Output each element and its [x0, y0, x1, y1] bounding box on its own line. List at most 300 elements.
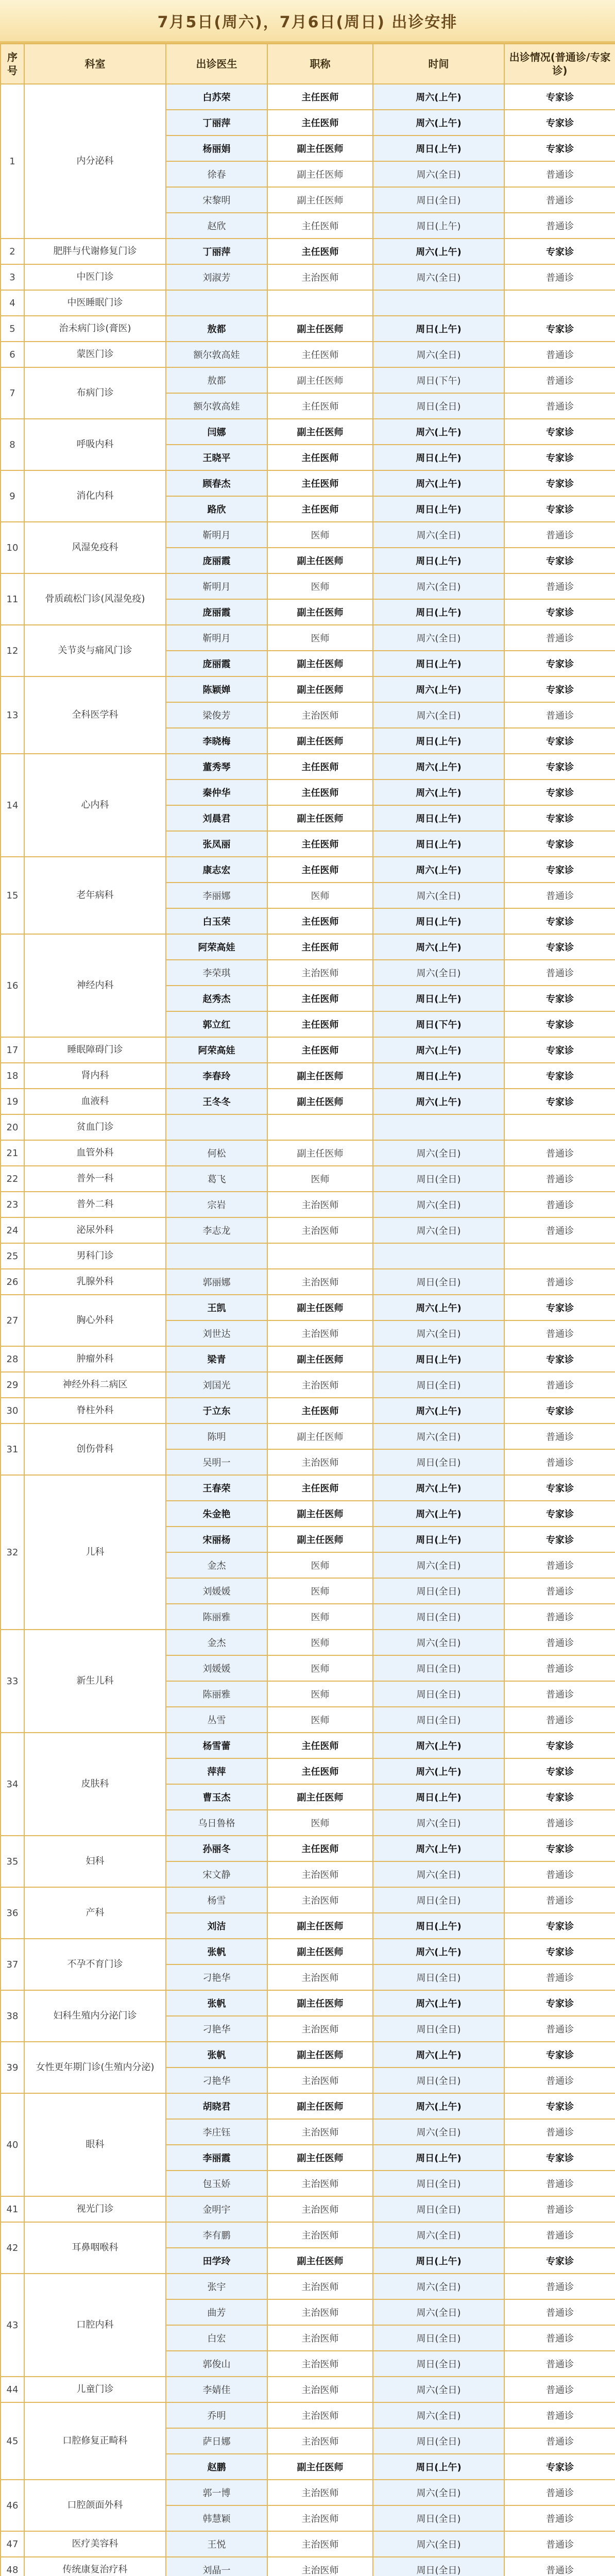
doctor-name: 刁艳华: [166, 1964, 267, 1990]
row-number: 10: [1, 522, 24, 573]
clinic-time: 周日(全日): [373, 1655, 504, 1681]
clinic-type: 普通诊: [504, 1269, 615, 1295]
row-number: 12: [1, 625, 24, 676]
clinic-type: 普通诊: [504, 1552, 615, 1578]
department-name: 呼吸内科: [24, 419, 166, 470]
doctor-title: 医师: [267, 625, 373, 651]
department-name: 不孕不育门诊: [24, 1939, 166, 1990]
doctor-title: 副主任医师: [267, 1501, 373, 1527]
doctor-name: 王冬冬: [166, 1089, 267, 1114]
clinic-time: 周六(上午): [373, 2042, 504, 2067]
clinic-time: 周日(全日): [373, 2428, 504, 2454]
header-time: 时间: [373, 44, 504, 84]
row-number: 22: [1, 1166, 24, 1192]
clinic-time: 周日(全日): [373, 1681, 504, 1707]
doctor-name: 李丽娜: [166, 883, 267, 908]
table-row: [1, 1243, 615, 1269]
clinic-time: 周六(全日): [373, 342, 504, 367]
doctor-name: 徐春: [166, 161, 267, 187]
doctor-name: 额尔敦高娃: [166, 393, 267, 419]
doctor-name: 曹玉杰: [166, 1784, 267, 1810]
doctor-name: 敖都: [166, 316, 267, 342]
clinic-time: [373, 1114, 504, 1140]
clinic-type: 专家诊: [504, 831, 615, 857]
table-row: [1, 857, 615, 883]
clinic-time: 周六(全日): [373, 1861, 504, 1887]
clinic-type: 普通诊: [504, 573, 615, 599]
doctor-name: 李晓梅: [166, 728, 267, 754]
doctor-title: 主任医师: [267, 934, 373, 960]
clinic-type: 专家诊: [504, 1011, 615, 1037]
header-type: 出诊情况(普通诊/专家诊): [504, 44, 615, 84]
clinic-type: 普通诊: [504, 1192, 615, 1217]
clinic-type: 专家诊: [504, 857, 615, 883]
table-row: [1, 2480, 615, 2505]
clinic-time: [373, 290, 504, 316]
row-number: 13: [1, 676, 24, 754]
schedule-table-body: [1, 84, 615, 2576]
clinic-type: 专家诊: [504, 2145, 615, 2171]
doctor-name: 李荣琪: [166, 960, 267, 986]
clinic-type: 专家诊: [504, 754, 615, 779]
clinic-time: 周六(全日): [373, 522, 504, 548]
table-row: [1, 1114, 615, 1140]
clinic-time: 周日(上午): [373, 1063, 504, 1089]
clinic-type: 普通诊: [504, 883, 615, 908]
clinic-time: 周日(全日): [373, 2325, 504, 2351]
doctor-title: 副主任医师: [267, 1346, 373, 1372]
clinic-type: 专家诊: [504, 1990, 615, 2016]
clinic-time: 周六(全日): [373, 1192, 504, 1217]
table-row: [1, 2196, 615, 2222]
doctor-name: 靳明月: [166, 573, 267, 599]
clinic-type: 专家诊: [504, 316, 615, 342]
row-number: 40: [1, 2093, 24, 2196]
clinic-type: 普通诊: [504, 2325, 615, 2351]
department-name: 普外一科: [24, 1166, 166, 1192]
clinic-type: 专家诊: [504, 1733, 615, 1758]
department-name: 胸心外科: [24, 1295, 166, 1346]
clinic-type: 普通诊: [504, 2377, 615, 2402]
doctor-name: 萨日娜: [166, 2428, 267, 2454]
clinic-type: 专家诊: [504, 1527, 615, 1552]
row-number: 3: [1, 264, 24, 290]
clinic-time: 周六(上午): [373, 470, 504, 496]
clinic-type: 普通诊: [504, 2196, 615, 2222]
table-row: [1, 367, 615, 393]
row-number: 48: [1, 2557, 24, 2576]
department-name: 中医门诊: [24, 264, 166, 290]
clinic-type: 专家诊: [504, 805, 615, 831]
doctor-name: 阿荣高娃: [166, 1037, 267, 1063]
row-number: 7: [1, 367, 24, 419]
doctor-title: 主治医师: [267, 2196, 373, 2222]
doctor-name: 吴明一: [166, 1449, 267, 1475]
table-row: [1, 316, 615, 342]
doctor-title: 副主任医师: [267, 367, 373, 393]
table-row: [1, 573, 615, 599]
clinic-type: 普通诊: [504, 702, 615, 728]
row-number: 43: [1, 2274, 24, 2377]
doctor-name: 杨雪蕾: [166, 1733, 267, 1758]
clinic-time: 周六(全日): [373, 2480, 504, 2505]
clinic-type: 普通诊: [504, 1604, 615, 1630]
clinic-time: 周日(全日): [373, 187, 504, 213]
doctor-name: 靳明月: [166, 522, 267, 548]
department-name: 关节炎与痛风门诊: [24, 625, 166, 676]
doctor-title: 副主任医师: [267, 676, 373, 702]
doctor-name: 朱金艳: [166, 1501, 267, 1527]
doctor-name: [166, 290, 267, 316]
department-name: 创伤骨科: [24, 1423, 166, 1475]
row-number: 36: [1, 1887, 24, 1939]
doctor-name: 额尔敦高娃: [166, 342, 267, 367]
clinic-time: 周六(全日): [373, 1423, 504, 1449]
doctor-name: 宋黎明: [166, 187, 267, 213]
table-row: [1, 1630, 615, 1655]
department-name: 乳腺外科: [24, 1269, 166, 1295]
clinic-time: 周六(上午): [373, 1089, 504, 1114]
row-number: 30: [1, 1398, 24, 1423]
doctor-name: 庞丽霞: [166, 548, 267, 573]
doctor-name: 刘世达: [166, 1320, 267, 1346]
header-no: 序号: [1, 44, 24, 84]
clinic-time: 周六(全日): [373, 1217, 504, 1243]
department-name: 肾内科: [24, 1063, 166, 1089]
clinic-type: 专家诊: [504, 445, 615, 470]
doctor-title: 主任医师: [267, 1758, 373, 1784]
clinic-type: 普通诊: [504, 2480, 615, 2505]
clinic-time: 周日(全日): [373, 1604, 504, 1630]
doctor-name: 张宇: [166, 2274, 267, 2299]
clinic-type: 普通诊: [504, 2402, 615, 2428]
clinic-type: 普通诊: [504, 2222, 615, 2248]
clinic-time: 周日(全日): [373, 2505, 504, 2531]
doctor-name: 赵鹏: [166, 2454, 267, 2480]
clinic-type: 普通诊: [504, 1320, 615, 1346]
doctor-name: 包玉娇: [166, 2171, 267, 2196]
header-title: 职称: [267, 44, 373, 84]
doctor-title: 医师: [267, 573, 373, 599]
doctor-name: 陈颖婵: [166, 676, 267, 702]
row-number: 32: [1, 1475, 24, 1630]
department-name: 贫血门诊: [24, 1114, 166, 1140]
clinic-type: 普通诊: [504, 161, 615, 187]
clinic-type: 专家诊: [504, 1758, 615, 1784]
department-name: 肥胖与代谢修复门诊: [24, 239, 166, 264]
clinic-type: 专家诊: [504, 599, 615, 625]
clinic-type: [504, 290, 615, 316]
clinic-time: 周日(全日): [373, 2016, 504, 2042]
doctor-name: 乔明: [166, 2402, 267, 2428]
doctor-name: 靳明月: [166, 625, 267, 651]
clinic-time: 周日(上午): [373, 1527, 504, 1552]
clinic-type: 普通诊: [504, 1964, 615, 1990]
doctor-title: 副主任医师: [267, 1423, 373, 1449]
table-row: [1, 1733, 615, 1758]
clinic-time: 周六(上午): [373, 779, 504, 805]
department-name: 全科医学科: [24, 676, 166, 754]
doctor-title: 主任医师: [267, 986, 373, 1011]
doctor-title: 主治医师: [267, 2222, 373, 2248]
department-name: 口腔内科: [24, 2274, 166, 2377]
doctor-title: 副主任医师: [267, 2248, 373, 2274]
doctor-title: 副主任医师: [267, 2042, 373, 2067]
clinic-type: 普通诊: [504, 1423, 615, 1449]
clinic-time: 周六(全日): [373, 1630, 504, 1655]
doctor-name: 张帆: [166, 2042, 267, 2067]
clinic-time: 周日(上午): [373, 908, 504, 934]
table-row: [1, 419, 615, 445]
clinic-type: 专家诊: [504, 934, 615, 960]
clinic-time: 周日(上午): [373, 1784, 504, 1810]
clinic-type: 专家诊: [504, 1939, 615, 1964]
department-name: 口腔颌面外科: [24, 2480, 166, 2531]
clinic-time: 周六(上午): [373, 1733, 504, 1758]
department-name: 医疗美容科: [24, 2531, 166, 2557]
doctor-title: 医师: [267, 1655, 373, 1681]
clinic-time: 周六(上午): [373, 857, 504, 883]
department-name: 中医睡眠门诊: [24, 290, 166, 316]
department-name: 儿科: [24, 1475, 166, 1630]
table-row: [1, 2274, 615, 2299]
clinic-time: 周六(全日): [373, 1140, 504, 1166]
clinic-type: 普通诊: [504, 187, 615, 213]
row-number: 8: [1, 419, 24, 470]
clinic-type: 普通诊: [504, 1140, 615, 1166]
clinic-time: 周日(上午): [373, 831, 504, 857]
row-number: 39: [1, 2042, 24, 2093]
row-number: 23: [1, 1192, 24, 1217]
doctor-title: 副主任医师: [267, 1140, 373, 1166]
row-number: 44: [1, 2377, 24, 2402]
row-number: 45: [1, 2402, 24, 2480]
schedule-title: 7月5日(周六)，7月6日(周日) 出诊安排: [157, 13, 458, 31]
doctor-name: 萍萍: [166, 1758, 267, 1784]
clinic-type: 专家诊: [504, 1784, 615, 1810]
clinic-time: 周日(上午): [373, 213, 504, 239]
clinic-type: 普通诊: [504, 264, 615, 290]
table-row: [1, 1836, 615, 1861]
doctor-title: 主任医师: [267, 445, 373, 470]
clinic-type: 专家诊: [504, 135, 615, 161]
clinic-type: 专家诊: [504, 2248, 615, 2274]
doctor-title: 主治医师: [267, 1372, 373, 1398]
doctor-title: 副主任医师: [267, 1939, 373, 1964]
doctor-name: 宋文静: [166, 1861, 267, 1887]
row-number: 5: [1, 316, 24, 342]
clinic-type: 普通诊: [504, 367, 615, 393]
doctor-title: 副主任医师: [267, 187, 373, 213]
doctor-name: [166, 1243, 267, 1269]
doctor-title: 主任医师: [267, 1037, 373, 1063]
row-number: 47: [1, 2531, 24, 2557]
doctor-name: 郭丽娜: [166, 1269, 267, 1295]
row-number: 4: [1, 290, 24, 316]
table-row: [1, 1166, 615, 1192]
doctor-title: 主治医师: [267, 2171, 373, 2196]
clinic-type: 普通诊: [504, 1887, 615, 1913]
doctor-name: 王凯: [166, 1295, 267, 1320]
table-row: [1, 934, 615, 960]
doctor-name: 李志龙: [166, 1217, 267, 1243]
doctor-title: 副主任医师: [267, 316, 373, 342]
clinic-type: 普通诊: [504, 2016, 615, 2042]
clinic-time: 周日(上午): [373, 2454, 504, 2480]
row-number: 2: [1, 239, 24, 264]
clinic-time: 周日(上午): [373, 728, 504, 754]
row-number: 37: [1, 1939, 24, 1990]
table-row: [1, 625, 615, 651]
doctor-name: 张帆: [166, 1990, 267, 2016]
doctor-title: 主治医师: [267, 264, 373, 290]
doctor-title: 副主任医师: [267, 599, 373, 625]
doctor-title: 主治医师: [267, 2351, 373, 2377]
clinic-type: 专家诊: [504, 779, 615, 805]
doctor-name: 顾春杰: [166, 470, 267, 496]
doctor-name: 赵欣: [166, 213, 267, 239]
clinic-time: 周日(全日): [373, 2171, 504, 2196]
doctor-title: 副主任医师: [267, 419, 373, 445]
doctor-name: 陈明: [166, 1423, 267, 1449]
clinic-time: [373, 1243, 504, 1269]
clinic-type: 普通诊: [504, 393, 615, 419]
row-number: 24: [1, 1217, 24, 1243]
clinic-type: 专家诊: [504, 2093, 615, 2119]
clinic-time: 周六(上午): [373, 84, 504, 110]
doctor-title: 主治医师: [267, 1192, 373, 1217]
schedule-title-banner: [0, 0, 615, 43]
clinic-time: 周六(全日): [373, 2531, 504, 2557]
doctor-title: 副主任医师: [267, 1063, 373, 1089]
doctor-name: 梁俊芳: [166, 702, 267, 728]
doctor-name: 曲芳: [166, 2299, 267, 2325]
row-number: 18: [1, 1063, 24, 1089]
clinic-type: 普通诊: [504, 1707, 615, 1733]
doctor-name: 白玉荣: [166, 908, 267, 934]
doctor-name: 王悦: [166, 2531, 267, 2557]
department-name: 妇科生殖内分泌门诊: [24, 1990, 166, 2042]
doctor-name: 张帆: [166, 1939, 267, 1964]
clinic-type: 专家诊: [504, 1398, 615, 1423]
clinic-type: 专家诊: [504, 1475, 615, 1501]
row-number: 31: [1, 1423, 24, 1475]
row-number: 17: [1, 1037, 24, 1063]
doctor-name: 康志宏: [166, 857, 267, 883]
clinic-type: [504, 1114, 615, 1140]
clinic-time: 周六(全日): [373, 702, 504, 728]
doctor-name: 刘媛媛: [166, 1578, 267, 1604]
doctor-title: 主任医师: [267, 908, 373, 934]
clinic-type: 普通诊: [504, 1166, 615, 1192]
clinic-time: 周六(上午): [373, 1398, 504, 1423]
clinic-time: 周六(上午): [373, 1475, 504, 1501]
doctor-name: 何松: [166, 1140, 267, 1166]
doctor-name: 杨雪: [166, 1887, 267, 1913]
department-name: 新生儿科: [24, 1630, 166, 1733]
clinic-time: 周日(上午): [373, 1913, 504, 1939]
doctor-title: 副主任医师: [267, 2145, 373, 2171]
doctor-title: 副主任医师: [267, 728, 373, 754]
row-number: 21: [1, 1140, 24, 1166]
table-row: [1, 1887, 615, 1913]
clinic-time: 周日(全日): [373, 1964, 504, 1990]
clinic-type: 普通诊: [504, 342, 615, 367]
row-number: 34: [1, 1733, 24, 1836]
department-name: 治未病门诊(膏医): [24, 316, 166, 342]
doctor-name: 李庄钰: [166, 2119, 267, 2145]
table-row: [1, 1140, 615, 1166]
doctor-name: 乌日鲁格: [166, 1810, 267, 1836]
doctor-name: 刁艳华: [166, 2016, 267, 2042]
clinic-type: 普通诊: [504, 2274, 615, 2299]
table-row: [1, 1269, 615, 1295]
row-number: 20: [1, 1114, 24, 1140]
department-name: 儿童门诊: [24, 2377, 166, 2402]
doctor-title: 副主任医师: [267, 1913, 373, 1939]
doctor-name: 庞丽霞: [166, 651, 267, 676]
clinic-type: 普通诊: [504, 2428, 615, 2454]
doctor-title: 主任医师: [267, 239, 373, 264]
clinic-time: 周六(上午): [373, 1836, 504, 1861]
doctor-title: 副主任医师: [267, 161, 373, 187]
row-number: 46: [1, 2480, 24, 2531]
doctor-name: 刘国光: [166, 1372, 267, 1398]
table-row: [1, 239, 615, 264]
row-number: 14: [1, 754, 24, 857]
doctor-title: 主治医师: [267, 2299, 373, 2325]
clinic-type: 普通诊: [504, 1810, 615, 1836]
doctor-name: 闫娜: [166, 419, 267, 445]
clinic-type: 专家诊: [504, 2042, 615, 2067]
clinic-type: 专家诊: [504, 84, 615, 110]
doctor-title: 医师: [267, 1604, 373, 1630]
clinic-type: 专家诊: [504, 1346, 615, 1372]
doctor-title: 副主任医师: [267, 805, 373, 831]
clinic-type: 专家诊: [504, 1295, 615, 1320]
doctor-title: 主治医师: [267, 2016, 373, 2042]
clinic-type: 专家诊: [504, 1037, 615, 1063]
clinic-type: 专家诊: [504, 1089, 615, 1114]
clinic-type: 专家诊: [504, 728, 615, 754]
clinic-time: 周日(全日): [373, 1166, 504, 1192]
clinic-time: 周日(上午): [373, 2145, 504, 2171]
clinic-time: 周日(全日): [373, 393, 504, 419]
department-name: 神经外科二病区: [24, 1372, 166, 1398]
doctor-name: 韩慧颖: [166, 2505, 267, 2531]
doctor-name: 白苏荣: [166, 84, 267, 110]
doctor-title: 副主任医师: [267, 2454, 373, 2480]
clinic-type: 普通诊: [504, 2505, 615, 2531]
clinic-time: 周六(上午): [373, 1037, 504, 1063]
clinic-time: 周六(全日): [373, 2402, 504, 2428]
doctor-title: 主治医师: [267, 2557, 373, 2576]
doctor-name: 李婧佳: [166, 2377, 267, 2402]
department-name: 女性更年期门诊(生殖内分泌): [24, 2042, 166, 2093]
department-name: 内分泌科: [24, 84, 166, 239]
clinic-time: 周日(上午): [373, 1346, 504, 1372]
clinic-time: 周日(上午): [373, 548, 504, 573]
table-row: [1, 1295, 615, 1320]
clinic-type: 专家诊: [504, 110, 615, 135]
doctor-title: 副主任医师: [267, 1527, 373, 1552]
department-name: 老年病科: [24, 857, 166, 934]
doctor-title: 主治医师: [267, 1217, 373, 1243]
table-row: [1, 84, 615, 110]
clinic-time: 周六(全日): [373, 625, 504, 651]
row-number: 1: [1, 84, 24, 239]
doctor-title: 主治医师: [267, 2274, 373, 2299]
